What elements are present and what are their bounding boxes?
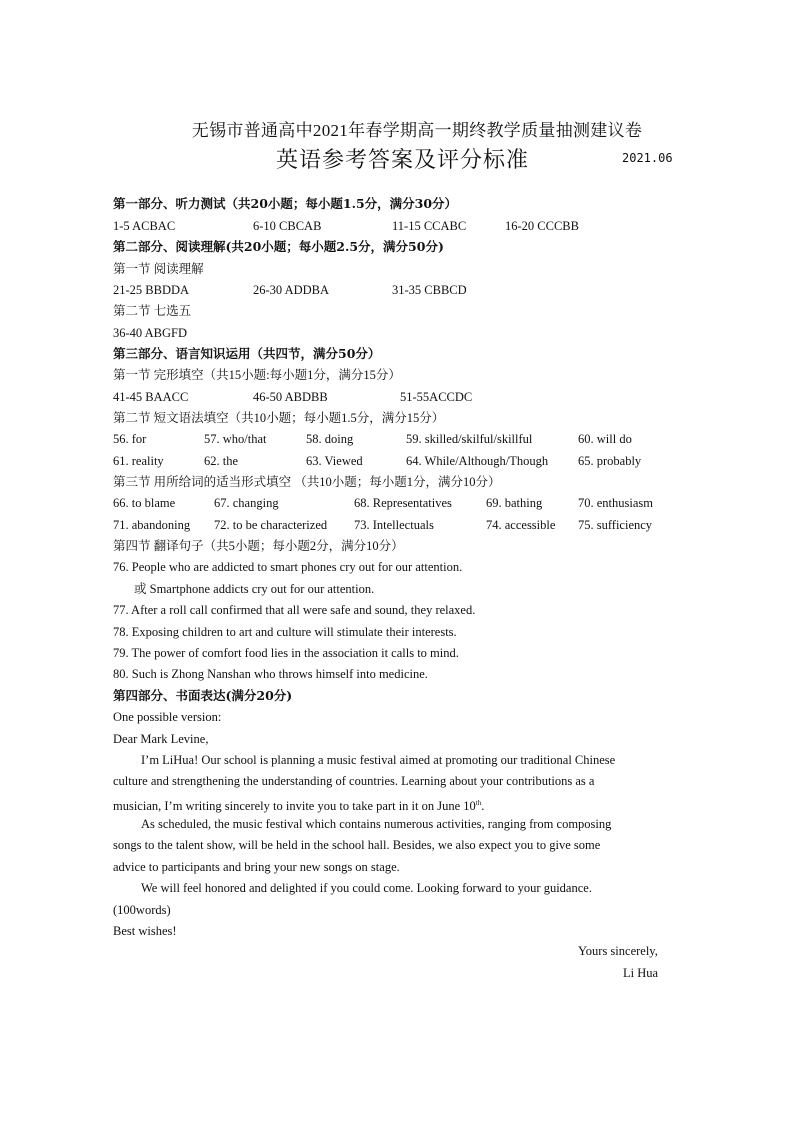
translation-answer: 78. Exposing children to art and culture will stimulate their interests. xyxy=(113,625,457,639)
answer-item: 73. Intellectuals xyxy=(354,518,434,532)
answer-group: 26-30 ADDBA xyxy=(253,283,330,297)
essay-line: I’m LiHua! Our school is planning a music festival aimed at promoting our traditional Chinese xyxy=(141,753,616,767)
answer-item: 66. to blame xyxy=(113,496,176,510)
answer-group: 41-45 BAACC xyxy=(113,390,189,404)
part2-heading: 第二部分、阅读理解(共20小题；每小题2.5分，满分50分) xyxy=(113,239,444,254)
essay-line: musician, I’m writing sincerely to invite you to take part in it on June 10th. xyxy=(113,799,485,814)
signature: Li Hua xyxy=(623,966,659,980)
translation-answer: 77. After a roll call confirmed that all were safe and sound, they relaxed. xyxy=(113,603,476,617)
part4-heading: 第四部分、书面表达(满分20分) xyxy=(113,688,293,703)
translation-answer: 79. The power of comfort food lies in the association it calls to mind. xyxy=(113,646,459,660)
part3-heading: 第三部分、语言知识运用（共四节，满分50分） xyxy=(113,346,381,361)
essay-line: songs to the talent show, will be held in the school hall. Besides, we also expect you to give some xyxy=(113,838,601,852)
answer-group: 46-50 ABDBB xyxy=(253,390,328,404)
answer-group: 31-35 CBBCD xyxy=(392,283,467,297)
answer-item: 57. who/that xyxy=(204,432,267,446)
answer-group: 21-25 BBDDA xyxy=(113,283,190,297)
answer-item: 72. to be characterized xyxy=(214,518,328,532)
answer-item: 65. probably xyxy=(578,454,642,468)
translation-answer: 80. Such is Zhong Nanshan who throws himself into medicine. xyxy=(113,667,428,681)
part1-heading: 第一部分、听力测试（共20小题；每小题1.5分，满分30分） xyxy=(113,196,458,211)
answer-item: 67. changing xyxy=(214,496,279,510)
document-date: 2021.06 xyxy=(622,151,673,165)
answer-item: 56. for xyxy=(113,432,147,446)
answer-item: 74. accessible xyxy=(486,518,556,532)
section-title: 第二节 短文语法填空（共10小题；每小题1.5分，满分15分） xyxy=(113,411,445,425)
section-title: 第一节 阅读理解 xyxy=(113,262,204,276)
answer-item: 63. Viewed xyxy=(306,454,363,468)
answer-item: 60. will do xyxy=(578,432,632,446)
answer-group: 11-15 CCABC xyxy=(392,219,467,233)
answer-group: 16-20 CCCBB xyxy=(505,219,579,233)
answer-item: 71. abandoning xyxy=(113,518,191,532)
answer-item: 75. sufficiency xyxy=(578,518,653,532)
answer-item: 70. enthusiasm xyxy=(578,496,653,510)
essay-intro: One possible version: xyxy=(113,710,222,724)
word-count: (100words) xyxy=(113,903,171,917)
answer-item: 62. the xyxy=(204,454,239,468)
answer-group: 6-10 CBCAB xyxy=(253,219,322,233)
essay-line: As scheduled, the music festival which contains numerous activities, ranging from composing xyxy=(141,817,612,831)
section-title: 第四节 翻译句子（共5小题；每小题2分，满分10分） xyxy=(113,539,404,553)
answer-item: 64. While/Although/Though xyxy=(406,454,549,468)
essay-line: advice to participants and bring your new songs on stage. xyxy=(113,860,400,874)
essay-line: culture and strengthening the understanding of countries. Learning about your contributions as a xyxy=(113,774,595,788)
answer-group: 36-40 ABGFD xyxy=(113,326,187,340)
section-title: 第一节 完形填空（共15小题:每小题1分，满分15分） xyxy=(113,368,401,382)
closing-line: Best wishes! xyxy=(113,924,177,938)
answer-item: 59. skilled/skilful/skillful xyxy=(406,432,533,446)
essay-salutation: Dear Mark Levine, xyxy=(113,732,209,746)
answer-item: 61. reality xyxy=(113,454,164,468)
answer-item: 68. Representatives xyxy=(354,496,452,510)
answer-group: 51-55ACCDC xyxy=(400,390,473,404)
section-title: 第三节 用所给词的适当形式填空 （共10小题；每小题1分，满分10分） xyxy=(113,475,501,489)
document-subtitle: 英语参考答案及评分标准 xyxy=(276,147,530,172)
essay-line: We will feel honored and delighted if you could come. Looking forward to your guidance. xyxy=(141,881,592,895)
document-title: 无锡市普通高中2021年春学期高一期终教学质量抽测建议卷 xyxy=(191,121,643,140)
section-title: 第二节 七选五 xyxy=(113,304,192,318)
sign-off: Yours sincerely, xyxy=(578,944,658,958)
answer-item: 69. bathing xyxy=(486,496,543,510)
answer-item: 58. doing xyxy=(306,432,354,446)
answer-group: 1-5 ACBAC xyxy=(113,219,176,233)
translation-answer: 76. People who are addicted to smart phones cry out for our attention. xyxy=(113,560,463,574)
translation-answer: 或 Smartphone addicts cry out for our attention. xyxy=(134,582,375,596)
